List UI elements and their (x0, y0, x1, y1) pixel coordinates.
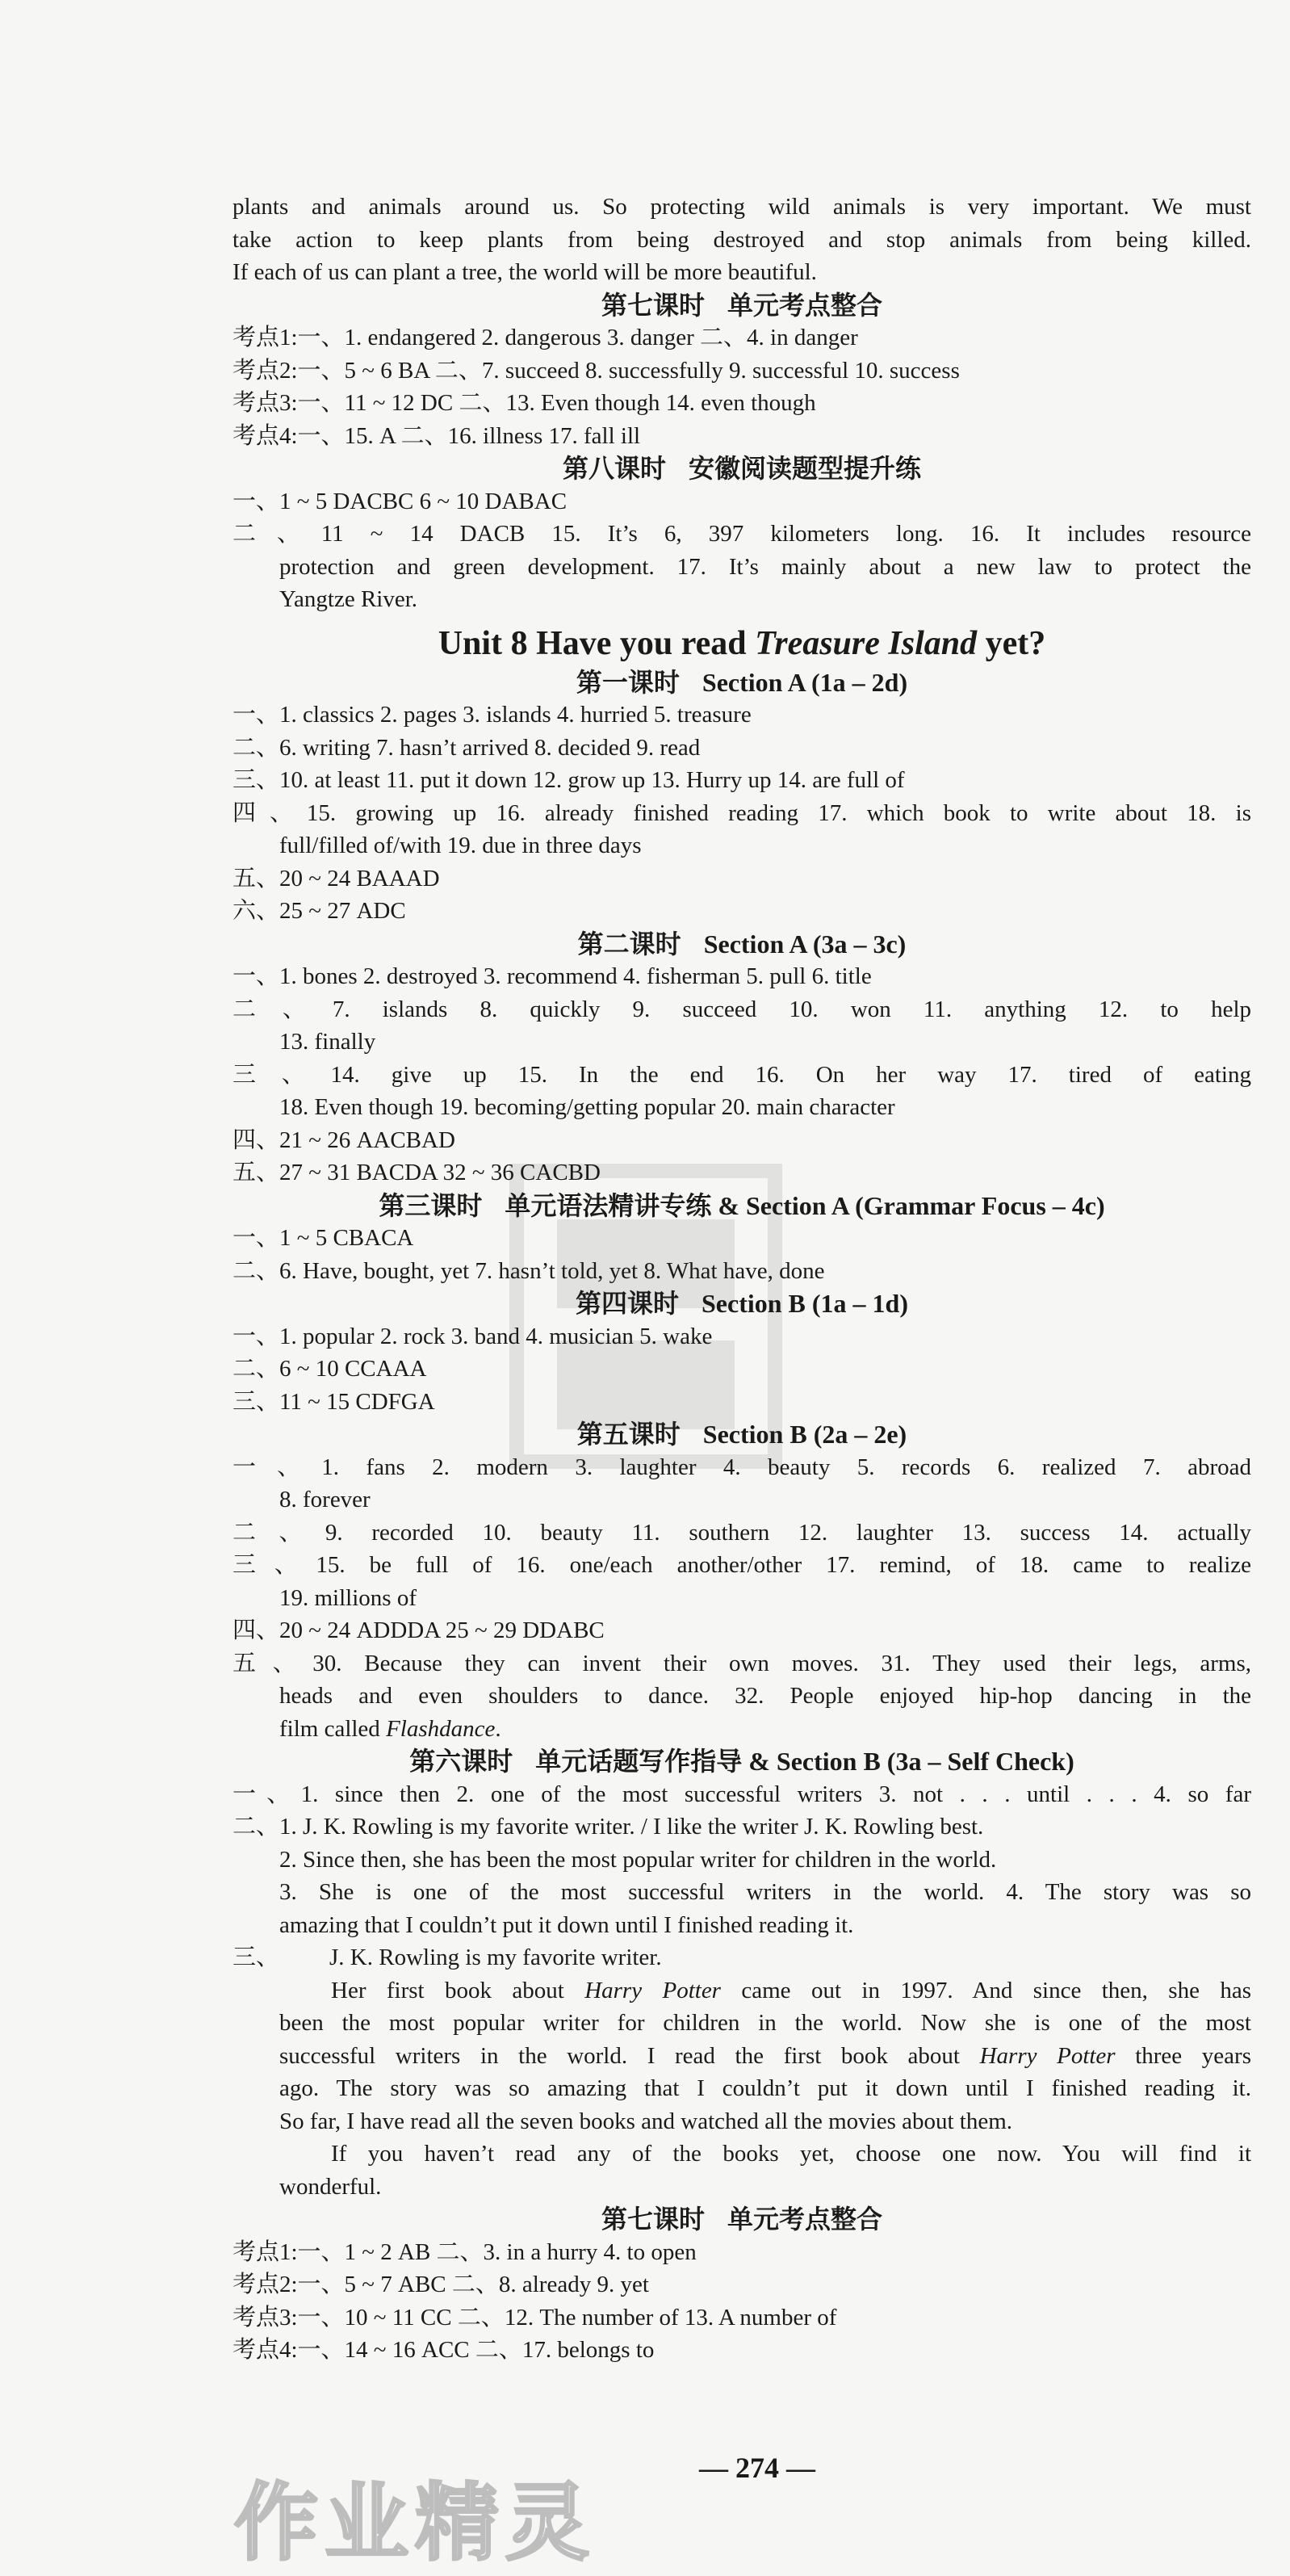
answer-line: 六、25 ~ 27 ADC (232, 898, 406, 924)
answer-line: 三、 J. K. Rowling is my favorite writer. (232, 1945, 662, 1970)
answer-line: 19. millions of (279, 1584, 417, 1611)
section-heading: 第三课时 单元语法精讲专练 & Section A (Grammar Focus – 4c) (379, 1190, 1105, 1220)
essay-line: successful writers in the world. I read the first book about Harry Potter three years (279, 2042, 1251, 2069)
answer-line: 五、30. Because they can invent their own moves. 31. They used their legs, arms, (232, 1650, 1251, 1676)
unit-title: Unit 8 Have you read Treasure Island yet? (438, 624, 1046, 662)
answer-line: 四、20 ~ 24 ADDDA 25 ~ 29 DDABC (232, 1617, 605, 1643)
section-heading: 第七课时 单元考点整合 (601, 290, 883, 320)
answer-line: 二、9. recorded 10. beauty 11. southern 12. laughter 13. success 14. actually (232, 1519, 1251, 1546)
answer-line: 考点4:一、15. A 二、16. illness 17. fall ill (232, 422, 641, 449)
answer-line: 四、15. growing up 16. already finished reading 17. which book to write about 18. is (232, 799, 1251, 826)
page-number: — 274 — (699, 2452, 815, 2484)
answer-line: 五、27 ~ 31 BACDA 32 ~ 36 CACBD (232, 1160, 601, 1185)
answer-line: 13. finally (279, 1029, 376, 1055)
answer-line: 四、21 ~ 26 AACBAD (232, 1126, 455, 1153)
essay-line: Her first book about Harry Potter came out in 1997. And since then, she has (331, 1977, 1251, 2003)
answer-line: full/filled of/with 19. due in three days (279, 833, 642, 858)
text-line: take action to keep plants from being destroyed and stop animals from being killed. (232, 226, 1251, 253)
answer-line: 二、1. J. K. Rowling is my favorite writer. / I like the writer J. K. Rowling best. (232, 1814, 984, 1840)
text-line: plants and animals around us. So protecting wild animals is very important. We must (232, 194, 1251, 220)
section-heading: 第五课时 Section B (2a – 2e) (576, 1420, 907, 1449)
answer-line: 三、14. give up 15. In the end 16. On her way 17. tired of eating (232, 1061, 1251, 1088)
answer-line: protection and green development. 17. It’s mainly about a new law to protect the (279, 553, 1251, 580)
answer-line: Yangtze River. (279, 586, 418, 612)
answer-line: 3. She is one of the most successful writers in the world. 4. The story was so (279, 1879, 1251, 1905)
answer-line: 一、1. popular 2. rock 3. band 4. musician 5. wake (232, 1323, 713, 1349)
watermark-logo: 作业精灵 (234, 2473, 597, 2572)
section-heading: 第七课时 单元考点整合 (601, 2205, 883, 2234)
answer-line: 二、7. islands 8. quickly 9. succeed 10. won 11. anything 12. to help (232, 996, 1251, 1022)
essay-line: So far, I have read all the seven books and watched all the movies about them. (279, 2108, 1013, 2134)
answer-line: 二、11 ~ 14 DACB 15. It’s 6, 397 kilometers long. 16. It includes resource (232, 521, 1251, 547)
prev-essay-tail (232, 191, 1251, 289)
answer-line: 考点1:一、1. endangered 2. dangerous 3. danger 二、4. in danger (232, 325, 858, 350)
answer-line: 二、6 ~ 10 CCAAA (232, 1356, 427, 1382)
text-column (232, 191, 1251, 2367)
answer-line: 考点2:一、5 ~ 7 ABC 二、8. already 9. yet (232, 2272, 649, 2297)
answer-line: 三、15. be full of 16. one/each another/other 17. remind, of 18. came to realize (232, 1552, 1251, 1578)
answer-line: 一、1. since then 2. one of the most successful writers 3. not . . . until . . . 4. so far (232, 1781, 1251, 1807)
essay-line: If you haven’t read any of the books yet, choose one now. You will find it (331, 2141, 1251, 2167)
answer-line: 考点1:一、1 ~ 2 AB 二、3. in a hurry 4. to open (232, 2238, 697, 2265)
section-heading: 第四课时 Section B (1a – 1d) (575, 1289, 908, 1318)
answer-line: 一、1. classics 2. pages 3. islands 4. hurried 5. treasure (232, 702, 752, 728)
section-heading: 第一课时 Section A (1a – 2d) (576, 667, 908, 697)
answer-line: 三、10. at least 11. put it down 12. grow up 13. Hurry up 14. are full of (232, 767, 905, 793)
answer-line: 一、1 ~ 5 CBACA (232, 1225, 414, 1251)
section-heading: 第八课时 安徽阅读题型提升练 (562, 454, 922, 483)
answer-line: 一、1. bones 2. destroyed 3. recommend 4. fisherman 5. pull 6. title (232, 963, 872, 989)
answer-line: 考点4:一、14 ~ 16 ACC 二、17. belongs to (232, 2337, 655, 2363)
answer-line: film called Flashdance. (279, 1715, 501, 1742)
answer-line: heads and even shoulders to dance. 32. People enjoyed hip-hop dancing in the (279, 1683, 1251, 1709)
answer-line: 一、1. fans 2. modern 3. laughter 4. beauty 5. records 6. realized 7. abroad (232, 1454, 1251, 1480)
section-heading: 第二课时 Section A (3a – 3c) (577, 929, 907, 959)
text-line: If each of us can plant a tree, the world will be more beautiful. (232, 259, 817, 285)
answer-line: 18. Even though 19. becoming/getting popular 20. main character (279, 1094, 895, 1120)
answer-line: 二、6. Have, bought, yet 7. hasn’t told, yet 8. What have, done (232, 1257, 825, 1284)
answer-line: 考点2:一、5 ~ 6 BA 二、7. succeed 8. successfully 9. successful 10. success (232, 357, 960, 384)
answer-line: 三、11 ~ 15 CDFGA (232, 1388, 435, 1415)
answer-line: 考点3:一、10 ~ 11 CC 二、12. The number of 13. A number of (232, 2304, 837, 2331)
answer-line: 二、6. writing 7. hasn’t arrived 8. decided 9. read (232, 734, 701, 761)
answer-line: 2. Since then, she has been the most popular writer for children in the world. (279, 1846, 997, 1873)
essay-line: wonderful. (279, 2173, 382, 2200)
answer-line: 一、1 ~ 5 DACBC 6 ~ 10 DABAC (232, 488, 568, 514)
section-heading: 第六课时 单元话题写作指导 & Section B (3a – Self Check) (409, 1747, 1074, 1776)
essay-line: been the most popular writer for children in the world. Now she is one of the most (279, 2010, 1251, 2036)
answer-line: 8. forever (279, 1487, 371, 1512)
answer-line: 五、20 ~ 24 BAAAD (232, 865, 440, 892)
answer-line: amazing that I couldn’t put it down until I finished reading it. (279, 1911, 854, 1938)
answer-line: 考点3:一、11 ~ 12 DC 二、13. Even though 14. even though (232, 390, 816, 416)
essay-line: ago. The story was so amazing that I couldn’t put it down until I finished reading it. (279, 2075, 1251, 2101)
